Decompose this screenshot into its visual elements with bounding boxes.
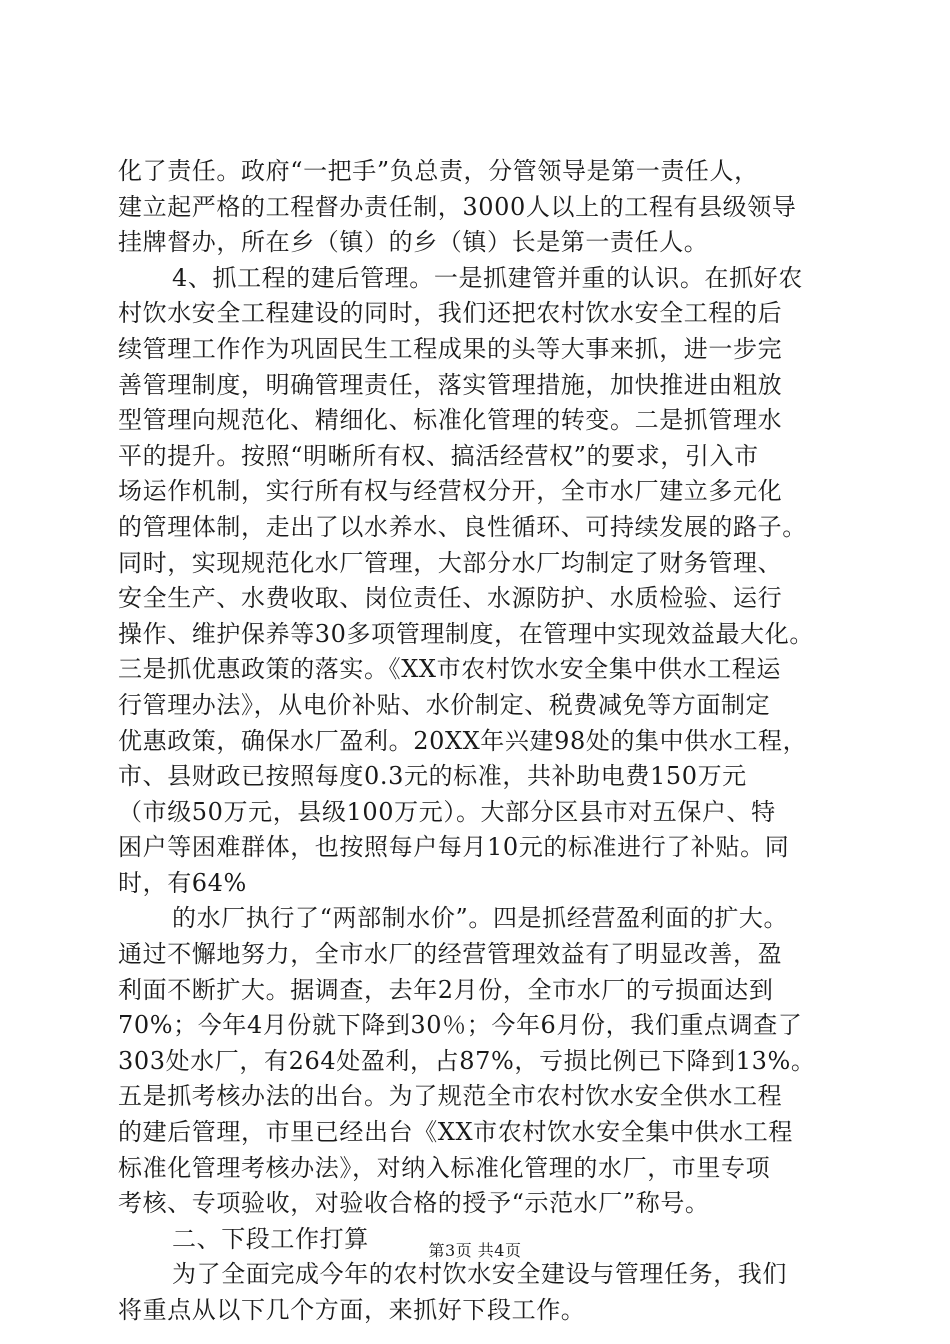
text-line: （市级50万元，县级100万元）。大部分区县市对五保户、特	[118, 797, 776, 826]
text-line: 平的提升。按照“明晰所有权、搞活经营权”的要求，引入市	[118, 441, 759, 470]
text-line: 三是抓优惠政策的落实。《XX市农村饮水安全集中供水工程运	[118, 655, 781, 684]
text-line: 困户等困难群体，也按照每户每月10元的标准进行了补贴。同	[118, 833, 790, 862]
text-line: 善管理制度，明确管理责任，落实管理措施，加快推进由粗放	[118, 370, 783, 399]
text-line: 的管理体制，走出了以水养水、良性循环、可持续发展的路子。	[118, 512, 807, 541]
text-line: 70%；今年4月份就下降到30％；今年6月份，我们重点调查了	[118, 1011, 803, 1040]
text-line: 通过不懈地努力，全市水厂的经营管理效益有了明显改善，盈	[118, 940, 783, 969]
document-body	[118, 154, 848, 1329]
text-line: 建立起严格的工程督办责任制，3000人以上的工程有县级领导	[118, 192, 797, 221]
text-line: 村饮水安全工程建设的同时，我们还把农村饮水安全工程的后	[118, 299, 783, 328]
text-line: 利面不断扩大。据调查，去年2月份，全市水厂的亏损面达到	[118, 975, 774, 1004]
text-line: 303处水厂，有264处盈利，占87%，亏损比例已下降到13%。	[118, 1046, 816, 1075]
text-line: 同时，实现规范化水厂管理，大部分水厂均制定了财务管理、	[118, 548, 783, 577]
text-line: 标准化管理考核办法》，对纳入标准化管理的水厂，市里专项	[118, 1153, 771, 1182]
text-line: 考核、专项验收，对验收合格的授予“示范水厂”称号。	[118, 1189, 710, 1218]
text-line: 时，有64%	[118, 868, 247, 897]
text-line: 行管理办法》，从电价补贴、水价制定、税费减免等方面制定	[118, 690, 771, 719]
text-line: 4、抓工程的建后管理。一是抓建管并重的认识。在抓好农	[172, 263, 803, 292]
text-line: 挂牌督办，所在乡（镇）的乡（镇）长是第一责任人。	[118, 228, 709, 257]
text-line: 五是抓考核办法的出台。为了规范全市农村饮水安全供水工程	[118, 1082, 783, 1111]
text-line: 场运作机制，实行所有权与经营权分开，全市水厂建立多元化	[118, 477, 783, 506]
text-line: 为了全面完成今年的农村饮水安全建设与管理任务，我们	[172, 1260, 787, 1289]
page-footer: 第3页 共4页	[428, 1241, 522, 1260]
text-line: 续管理工作作为巩固民生工程成果的头等大事来抓，进一步完	[118, 334, 783, 363]
text-line: 的建后管理，市里已经出台《XX市农村饮水安全集中供水工程	[118, 1118, 793, 1147]
text-line: 二、下段工作打算	[172, 1224, 369, 1253]
text-line: 优惠政策，确保水厂盈利。20XX年兴建98处的集中供水工程，	[118, 726, 808, 755]
text-line: 将重点从以下几个方面，来抓好下段工作。	[118, 1296, 586, 1324]
text-line: 化了责任。政府“一把手”负总责，分管领导是第一责任人，	[118, 157, 759, 185]
text-line: 型管理向规范化、精细化、标准化管理的转变。二是抓管理水	[118, 406, 783, 435]
text-line: 操作、维护保养等30多项管理制度，在管理中实现效益最大化。	[118, 619, 814, 648]
text-line: 的水厂执行了“两部制水价”。四是抓经营盈利面的扩大。	[172, 904, 789, 933]
text-line: 安全生产、水费收取、岗位责任、水源防护、水质检验、运行	[118, 584, 783, 613]
text-line: 市、县财政已按照每度0.3元的标准，共补助电费150万元	[118, 762, 747, 791]
